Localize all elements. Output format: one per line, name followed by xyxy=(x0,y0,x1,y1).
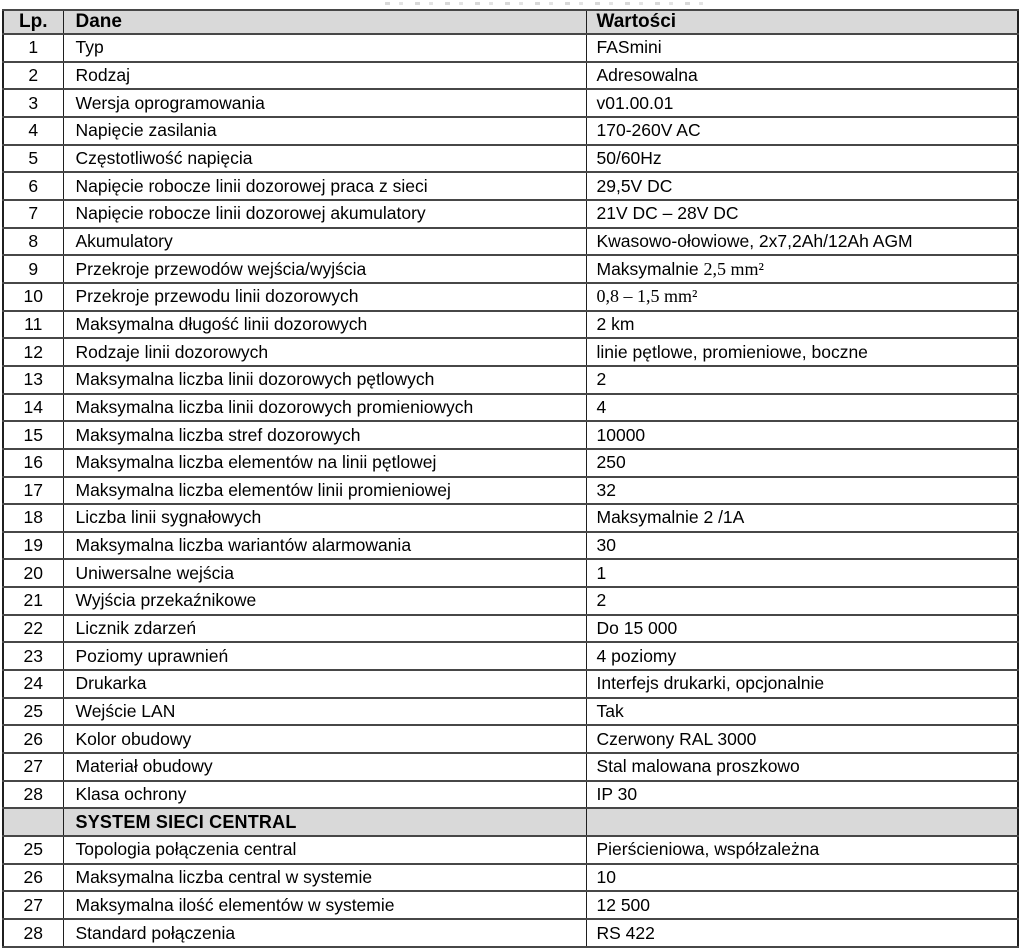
table-row xyxy=(3,587,1018,615)
table-row xyxy=(3,311,1018,339)
parameter-name-cell: Maksymalna liczba linii dozorowych promieniowych xyxy=(63,394,586,422)
table-row xyxy=(3,504,1018,532)
row-number-cell: 14 xyxy=(3,394,63,422)
parameter-name-cell: Typ xyxy=(63,34,586,62)
parameter-value-cell: IP 30 xyxy=(586,781,1018,809)
parameter-name-cell: Maksymalna liczba wariantów alarmowania xyxy=(63,532,586,560)
parameter-value-cell: 2 xyxy=(586,366,1018,394)
clipped-caption-remnant xyxy=(385,2,715,5)
parameter-value-cell: Pierścieniowa, współzależna xyxy=(586,836,1018,864)
row-number-cell: 8 xyxy=(3,228,63,256)
parameter-name-cell: Częstotliwość napięcia xyxy=(63,145,586,173)
parameter-name-cell: Maksymalna liczba central w systemie xyxy=(63,864,586,892)
parameter-value-cell: 21V DC – 28V DC xyxy=(586,200,1018,228)
parameter-value-cell: 12 500 xyxy=(586,891,1018,919)
parameter-name-cell: Maksymalna długość linii dozorowych xyxy=(63,311,586,339)
table-row xyxy=(3,532,1018,560)
parameter-name-cell: Wejście LAN xyxy=(63,698,586,726)
row-number-cell: 10 xyxy=(3,283,63,311)
parameter-name-cell: Materiał obudowy xyxy=(63,753,586,781)
table-row xyxy=(3,338,1018,366)
parameter-value-cell: linie pętlowe, promieniowe, boczne xyxy=(586,338,1018,366)
table-row xyxy=(3,449,1018,477)
parameter-name-cell: Liczba linii sygnałowych xyxy=(63,504,586,532)
table-row xyxy=(3,642,1018,670)
parameter-value-cell: Czerwony RAL 3000 xyxy=(586,725,1018,753)
header-cell-lp: Lp. xyxy=(3,10,63,34)
table-row xyxy=(3,670,1018,698)
row-number-cell: 27 xyxy=(3,891,63,919)
table-row xyxy=(3,421,1018,449)
parameter-name-cell: Maksymalna ilość elementów w systemie xyxy=(63,891,586,919)
table-row xyxy=(3,255,1018,283)
table-row xyxy=(3,283,1018,311)
parameter-value-cell: Interfejs drukarki, opcjonalnie xyxy=(586,670,1018,698)
row-number-cell: 4 xyxy=(3,117,63,145)
table-row xyxy=(3,891,1018,919)
parameter-value-cell: Stal malowana proszkowo xyxy=(586,753,1018,781)
plain-text: Maksymalnie xyxy=(596,258,704,279)
spec-table xyxy=(2,9,1019,948)
parameter-name-cell: Wyjścia przekaźnikowe xyxy=(63,587,586,615)
row-number-cell: 19 xyxy=(3,532,63,560)
parameter-value-cell: Do 15 000 xyxy=(586,615,1018,643)
section-row xyxy=(3,808,1018,836)
row-number-cell: 9 xyxy=(3,255,63,283)
parameter-value-cell: 50/60Hz xyxy=(586,145,1018,173)
table-row xyxy=(3,864,1018,892)
row-number-cell: 25 xyxy=(3,698,63,726)
row-number-cell: 20 xyxy=(3,559,63,587)
table-row xyxy=(3,34,1018,62)
parameter-name-cell: Kolor obudowy xyxy=(63,725,586,753)
row-number-cell: 12 xyxy=(3,338,63,366)
row-number-cell: 7 xyxy=(3,200,63,228)
row-number-cell: 1 xyxy=(3,34,63,62)
row-number-cell: 16 xyxy=(3,449,63,477)
parameter-name-cell: Rodzaj xyxy=(63,62,586,90)
parameter-value-cell: Maksymalnie 2 /1A xyxy=(586,504,1018,532)
parameter-name-cell: Drukarka xyxy=(63,670,586,698)
parameter-name-cell: Wersja oprogramowania xyxy=(63,89,586,117)
table-row xyxy=(3,62,1018,90)
parameter-name-cell: Napięcie robocze linii dozorowej akumulatory xyxy=(63,200,586,228)
parameter-value-cell: v01.00.01 xyxy=(586,89,1018,117)
parameter-value-cell: 250 xyxy=(586,449,1018,477)
table-row xyxy=(3,477,1018,505)
parameter-value-cell: 2 xyxy=(586,587,1018,615)
table-row xyxy=(3,725,1018,753)
parameter-value-cell: 29,5V DC xyxy=(586,172,1018,200)
parameter-value-cell xyxy=(586,283,1018,311)
table-row xyxy=(3,394,1018,422)
table-row xyxy=(3,145,1018,173)
row-number-cell: 13 xyxy=(3,366,63,394)
parameter-value-cell: 32 xyxy=(586,477,1018,505)
parameter-name-cell: Poziomy uprawnień xyxy=(63,642,586,670)
table-row xyxy=(3,228,1018,256)
math-text: 2,5 mm² xyxy=(703,258,764,279)
parameter-name-cell: Topologia połączenia central xyxy=(63,836,586,864)
row-number-cell: 15 xyxy=(3,421,63,449)
parameter-value-cell: 170-260V AC xyxy=(586,117,1018,145)
row-number-cell: 28 xyxy=(3,919,63,947)
parameter-value-cell: RS 422 xyxy=(586,919,1018,947)
parameter-value-cell: 30 xyxy=(586,532,1018,560)
row-number-cell: 22 xyxy=(3,615,63,643)
parameter-name-cell: Napięcie zasilania xyxy=(63,117,586,145)
parameter-name-cell: Akumulatory xyxy=(63,228,586,256)
row-number-cell: 5 xyxy=(3,145,63,173)
row-number-cell: 3 xyxy=(3,89,63,117)
parameter-name-cell: Przekroje przewodów wejścia/wyjścia xyxy=(63,255,586,283)
table-row xyxy=(3,200,1018,228)
row-number-cell: 27 xyxy=(3,753,63,781)
row-number-cell: 21 xyxy=(3,587,63,615)
table-row xyxy=(3,89,1018,117)
parameter-value-cell: 1 xyxy=(586,559,1018,587)
table-row xyxy=(3,559,1018,587)
parameter-name-cell: Przekroje przewodu linii dozorowych xyxy=(63,283,586,311)
row-number-cell: 11 xyxy=(3,311,63,339)
parameter-name-cell: Klasa ochrony xyxy=(63,781,586,809)
parameter-value-cell: 2 km xyxy=(586,311,1018,339)
header-row xyxy=(3,10,1018,34)
row-number-cell: 17 xyxy=(3,477,63,505)
parameter-value-cell: 4 xyxy=(586,394,1018,422)
table-row xyxy=(3,172,1018,200)
parameter-name-cell: Licznik zdarzeń xyxy=(63,615,586,643)
row-number-cell: 18 xyxy=(3,504,63,532)
row-number-cell: 2 xyxy=(3,62,63,90)
parameter-name-cell: Standard połączenia xyxy=(63,919,586,947)
parameter-name-cell: Maksymalna liczba elementów na linii pętlowej xyxy=(63,449,586,477)
table-row xyxy=(3,753,1018,781)
parameter-name-cell: Maksymalna liczba stref dozorowych xyxy=(63,421,586,449)
parameter-name-cell: Uniwersalne wejścia xyxy=(63,559,586,587)
row-number-cell: 28 xyxy=(3,781,63,809)
parameter-value-cell: 10 xyxy=(586,864,1018,892)
table-row xyxy=(3,117,1018,145)
header-cell-dane: Dane xyxy=(63,10,586,34)
row-number-cell: 24 xyxy=(3,670,63,698)
table-row xyxy=(3,781,1018,809)
table-row xyxy=(3,615,1018,643)
row-number-cell: 6 xyxy=(3,172,63,200)
parameter-value-cell: 10000 xyxy=(586,421,1018,449)
parameter-value-cell: Kwasowo-ołowiowe, 2x7,2Ah/12Ah AGM xyxy=(586,228,1018,256)
parameter-name-cell: Maksymalna liczba linii dozorowych pętlowych xyxy=(63,366,586,394)
parameter-name-cell: Rodzaje linii dozorowych xyxy=(63,338,586,366)
parameter-value-cell xyxy=(586,255,1018,283)
math-text: 0,8 – 1,5 mm² xyxy=(596,286,698,307)
parameter-name-cell: Napięcie robocze linii dozorowej praca z sieci xyxy=(63,172,586,200)
table-row xyxy=(3,836,1018,864)
table-row xyxy=(3,919,1018,947)
header-cell-wartosci: Wartości xyxy=(586,10,1018,34)
row-number-cell xyxy=(3,808,63,836)
row-number-cell: 25 xyxy=(3,836,63,864)
row-number-cell: 26 xyxy=(3,725,63,753)
table-row xyxy=(3,366,1018,394)
parameter-value-cell: 4 poziomy xyxy=(586,642,1018,670)
table-row xyxy=(3,698,1018,726)
row-number-cell: 26 xyxy=(3,864,63,892)
parameter-value-cell: FASmini xyxy=(586,34,1018,62)
parameter-name-cell: Maksymalna liczba elementów linii promieniowej xyxy=(63,477,586,505)
spec-table-body xyxy=(3,34,1018,947)
parameter-value-cell: Tak xyxy=(586,698,1018,726)
parameter-value-cell: Adresowalna xyxy=(586,62,1018,90)
row-number-cell: 23 xyxy=(3,642,63,670)
parameter-value-cell xyxy=(586,808,1018,836)
section-title-cell: SYSTEM SIECI CENTRAL xyxy=(63,808,586,836)
